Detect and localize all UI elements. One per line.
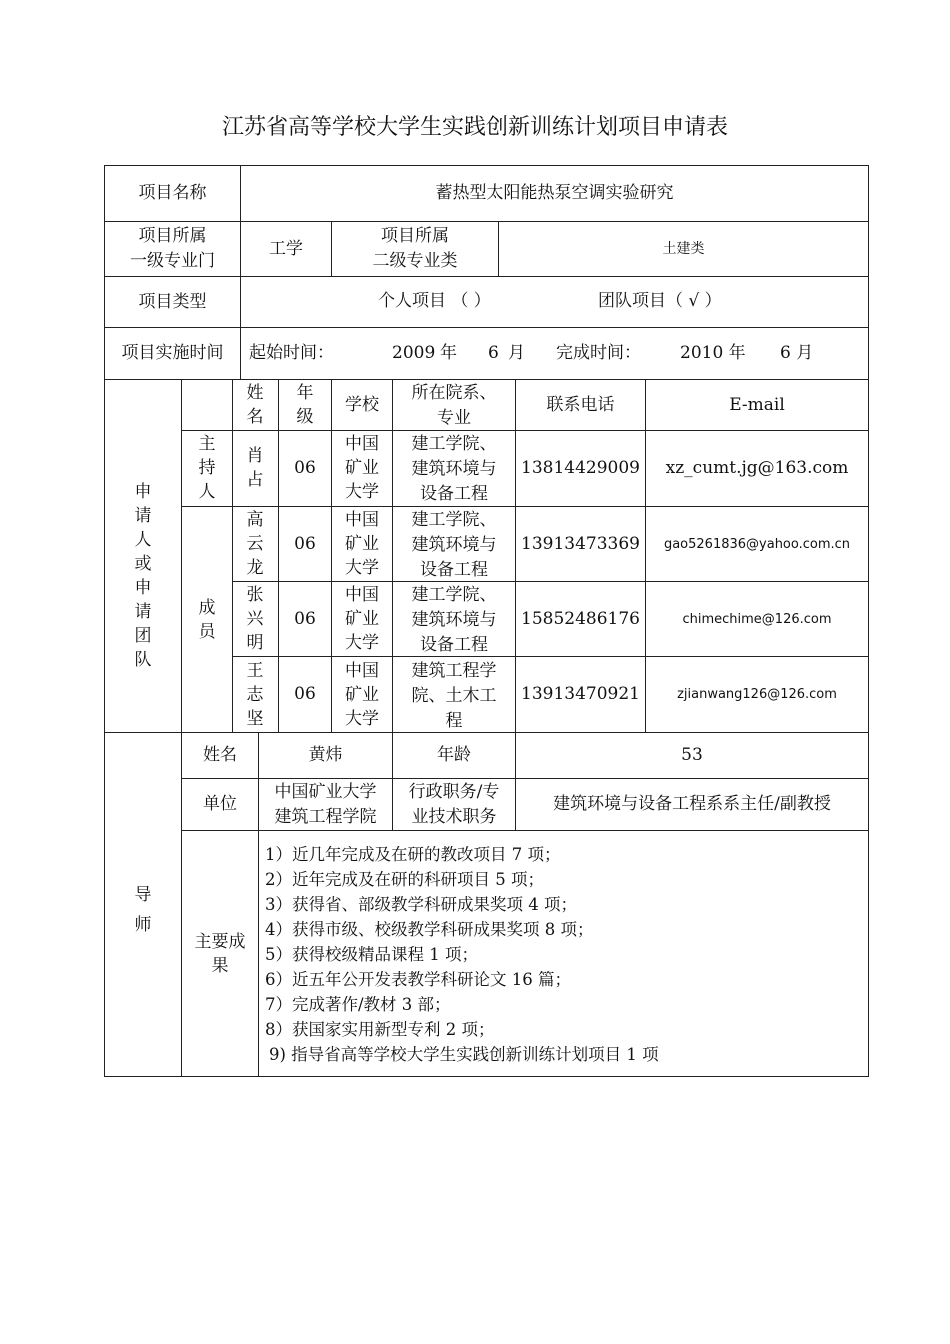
person-email: zjianwang126@126.com — [677, 687, 837, 702]
achievement-item: 8）获国家实用新型专利 2 项； — [265, 1020, 495, 1039]
person-school: 中国矿业大学 — [345, 510, 379, 578]
team-header-name: 姓名 — [246, 383, 264, 427]
start-year-char: 年 — [440, 343, 457, 363]
person-dept-line: 建筑环境与 — [411, 535, 497, 555]
advisor-title-label — [392, 780, 516, 830]
person-dept-line: 设备工程 — [420, 635, 488, 655]
team-section-label: 申请人或申请团队 — [134, 482, 152, 670]
host-role-label: 主持人 — [198, 434, 216, 502]
team-header-blank-cell — [181, 379, 233, 431]
person-phone: 13913473369 — [521, 533, 640, 554]
person-dept — [392, 508, 516, 583]
project-type-team: 团队项目（ √ ） — [598, 291, 722, 311]
advisor-unit-label: 单位 — [203, 794, 237, 814]
person-school: 中国矿业大学 — [345, 585, 379, 653]
end-month: 6 月 — [780, 343, 814, 363]
discipline-l1-label — [104, 224, 241, 274]
advisor-name-value: 黄炜 — [308, 745, 343, 765]
start-time-label: 起始时间： — [249, 343, 334, 363]
team-header-dept — [392, 381, 516, 431]
person-phone: 13814429009 — [521, 458, 640, 478]
team-header-school: 学校 — [345, 394, 379, 415]
advisor-section-label: 导师 — [134, 885, 152, 935]
achievement-item: 5）获得校级精品课程 1 项； — [265, 945, 478, 964]
start-month-char: 月 — [508, 343, 525, 363]
discipline-l1-value: 工学 — [269, 238, 303, 259]
start-month: 6 — [488, 343, 499, 363]
person-school: 中国矿业大学 — [345, 661, 379, 729]
discipline-l2-label — [331, 224, 499, 274]
person-name: 张兴明 — [246, 585, 264, 653]
team-header-grade: 年级 — [296, 383, 314, 427]
advisor-age-value: 53 — [681, 745, 703, 765]
person-name: 高云龙 — [246, 510, 264, 578]
person-name: 王志坚 — [246, 661, 264, 729]
time-label: 项目实施时间 — [121, 343, 224, 363]
achievement-item: 9) 指导省高等学校大学生实践创新训练计划项目 1 项 — [269, 1045, 659, 1064]
person-grade: 06 — [294, 608, 316, 629]
project-type-value-cell — [240, 276, 869, 328]
person-dept-line: 建工学院、 — [411, 434, 497, 454]
person-dept — [392, 432, 516, 507]
achievement-item: 2）近年完成及在研的科研项目 5 项； — [265, 870, 544, 889]
advisor-unit-value-line2: 建筑工程学院 — [274, 807, 377, 827]
person-email: xz_cumt.jg@163.com — [665, 458, 849, 478]
person-grade: 06 — [294, 533, 316, 554]
person-phone: 15852486176 — [521, 608, 640, 629]
advisor-unit-value — [258, 780, 393, 830]
achievement-item: 3）获得省、部级教学科研成果奖项 4 项； — [265, 895, 577, 914]
project-name-value: 蓄热型太阳能热泵空调实验研究 — [435, 183, 674, 203]
advisor-title-label-line2: 业技术职务 — [411, 807, 497, 827]
person-grade: 06 — [294, 684, 316, 704]
person-dept-line: 建筑环境与 — [411, 610, 497, 630]
person-dept-line: 程 — [445, 711, 463, 731]
person-dept-line: 建工学院、 — [411, 510, 497, 530]
advisor-name-label: 姓名 — [203, 745, 237, 765]
person-dept-line: 建工学院、 — [411, 585, 497, 605]
team-header-dept-line1: 所在院系、 — [411, 383, 497, 403]
person-dept-line: 设备工程 — [420, 560, 488, 580]
achievement-item: 1）近几年完成及在研的教改项目 7 项； — [265, 845, 561, 864]
person-dept — [392, 659, 516, 734]
project-name-label: 项目名称 — [138, 183, 207, 203]
person-grade: 06 — [294, 458, 316, 478]
person-phone: 13913470921 — [521, 684, 640, 704]
person-dept — [392, 583, 516, 658]
advisor-title-label-line1: 行政职务/专 — [408, 782, 500, 802]
project-type-label: 项目类型 — [138, 291, 207, 312]
person-email: chimechime@126.com — [682, 611, 832, 627]
advisor-title-value: 建筑环境与设备工程系系主任/副教授 — [553, 794, 831, 814]
person-dept-line: 建筑环境与 — [411, 459, 497, 479]
achievement-item: 7）完成著作/教材 3 部； — [265, 995, 451, 1014]
person-dept-line: 建筑工程学 — [411, 661, 497, 681]
form-title: 江苏省高等学校大学生实践创新训练计划项目申请表 — [221, 115, 728, 140]
discipline-l2-label-line1: 项目所属 — [381, 226, 449, 246]
person-dept-line: 院、土木工 — [411, 686, 497, 706]
advisor-achievements-list — [265, 842, 659, 1067]
advisor-age-label: 年龄 — [437, 745, 471, 765]
start-year: 2009 — [392, 343, 436, 363]
team-header-phone: 联系电话 — [546, 394, 615, 415]
discipline-l1-label-line2: 一级专业门 — [130, 251, 215, 271]
team-header-dept-line2: 专业 — [437, 408, 471, 428]
advisor-unit-value-line1: 中国矿业大学 — [274, 782, 377, 802]
time-value-cell — [240, 327, 869, 380]
members-role-label: 成员 — [198, 598, 216, 642]
end-year: 2010 年 — [680, 343, 746, 363]
person-school: 中国矿业大学 — [345, 434, 379, 502]
achievement-item: 6）近五年公开发表教学科研论文 16 篇； — [265, 970, 571, 989]
discipline-l1-label-line1: 项目所属 — [138, 226, 207, 246]
discipline-l2-value: 土建类 — [662, 240, 705, 257]
achievement-item: 4）获得市级、校级教学科研成果奖项 8 项； — [265, 920, 594, 939]
project-type-individual: 个人项目 （ ） — [378, 291, 491, 311]
person-name: 肖占 — [246, 446, 264, 490]
end-time-label: 完成时间： — [556, 343, 641, 363]
person-email: gao5261836@yahoo.com.cn — [663, 536, 851, 552]
team-header-email: E-mail — [729, 394, 785, 415]
person-dept-line: 设备工程 — [420, 484, 488, 504]
discipline-l2-label-line2: 二级专业类 — [372, 251, 458, 271]
advisor-achievements-label: 主要成果 — [194, 932, 246, 976]
